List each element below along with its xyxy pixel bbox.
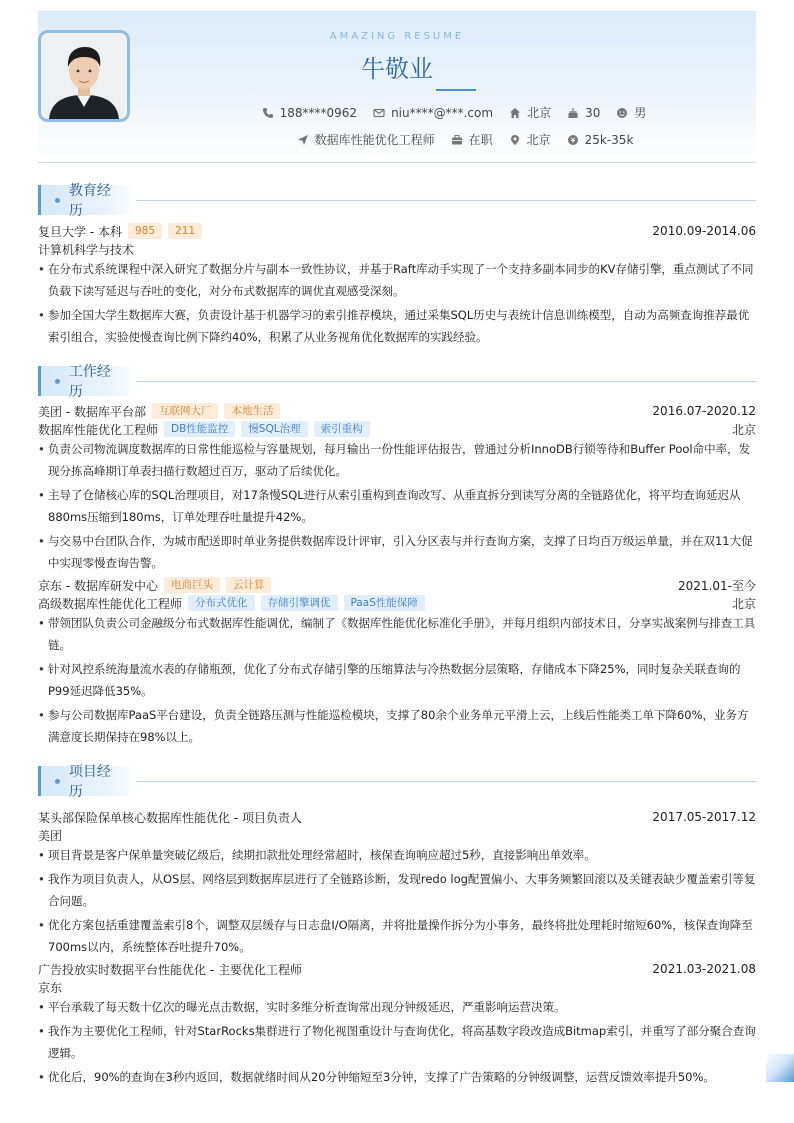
project-name: 广告投放实时数据平台性能优化 - 主要优化工程师 (38, 962, 302, 977)
section-divider (136, 381, 756, 382)
list-item: • 我作为主要优化工程师，针对StarRocks集群进行了物化视图重设计与查询优化，将高基数字段改造成Bitmap索引，并重写了部分聚合查询逻辑。 (38, 1020, 756, 1064)
list-item: • 主导了仓储核心库的SQL治理项目，对17条慢SQL进行从索引重构到查询改写、从垂直拆分到读写分离的全链路优化，将平均查询延迟从880ms压缩到180ms，订单处理吞吐量提升42%。 (38, 484, 756, 528)
work-entry (38, 576, 756, 748)
project-period: 2021.03-2021.08 (652, 962, 756, 976)
education-period: 2010.09-2014.06 (652, 224, 756, 238)
skill-tag: 分布式优化 (188, 595, 255, 611)
skill-tag: 索引重构 (314, 421, 370, 437)
entry-header (38, 402, 756, 420)
project-title (38, 764, 136, 800)
gender-icon (616, 107, 628, 119)
work-location: 北京 (731, 422, 756, 437)
work-title (38, 364, 136, 400)
project-name: 某头部保险保单核心数据库性能优化 - 项目负责人 (38, 810, 302, 825)
gender-text: 男 (634, 106, 647, 120)
resume-page (38, 11, 756, 1090)
list-item: • 参加全国大学生数据库大赛，负责设计基于机器学习的索引推荐模块，通过采集SQL历史与表统计信息训练模型，自动为高频查询推荐最优索引组合，实验使慢查询比例下降约40%，积累了从业务视角优化数据库的实践经验。 (38, 304, 756, 348)
section-divider (136, 781, 756, 782)
work-entry (38, 402, 756, 574)
company-tag: 云计算 (226, 577, 272, 593)
target-city-item (509, 131, 551, 148)
skill-tag: 存储引擎调优 (261, 595, 338, 611)
job-target-item (297, 131, 435, 148)
section-divider (136, 200, 756, 201)
education-bullets (38, 258, 756, 348)
city-item (509, 104, 551, 121)
mail-icon (373, 107, 385, 119)
project-section-header (38, 764, 756, 800)
location-icon (509, 134, 521, 146)
project-org: 京东 (38, 980, 63, 995)
email-text: niu****@***.com (391, 105, 494, 120)
list-item: • 我作为项目负责人，从OS层、网络层到数据库层进行了全链路诊断，发现redo log配置偏小、大事务频繁回滚以及关键表缺少覆盖索引等复合问题。 (38, 868, 756, 912)
work-bullets (38, 612, 756, 748)
company-tag: 电商巨头 (164, 577, 220, 593)
resume-header (38, 11, 756, 163)
work-bullets (38, 438, 756, 574)
skill-tag: PaaS性能保障 (344, 595, 425, 611)
section-dot (55, 198, 60, 203)
school-name: 复旦大学 - 本科 (38, 224, 122, 239)
school-tag: 211 (168, 223, 202, 239)
section-dot (55, 379, 60, 384)
list-item: • 负责公司物流调度数据库的日常性能巡检与容量规划，每月输出一份性能评估报告，曾通过分析InnoDB行锁等待和Buffer Pool命中率，发现分拣高峰期订单表扫描行数超过百万，驱动了后续优化。 (38, 438, 756, 482)
work-location: 北京 (731, 596, 756, 611)
city-text: 北京 (527, 106, 552, 120)
work-section-header (38, 364, 756, 400)
role-row (38, 594, 756, 612)
skill-tag: 慢SQL治理 (241, 421, 307, 437)
list-item: • 平台承载了每天数十亿次的曝光点击数据，实时多维分析查询常出现分钟级延迟，严重影响运营决策。 (38, 996, 756, 1018)
candidate-name: 牛敬业 (361, 55, 433, 83)
education-title-text: 教育经历 (68, 183, 111, 219)
salary-text: 25k-35k (584, 132, 634, 147)
list-item: • 参与公司数据库PaaS平台建设，负责全链路压测与性能巡检模块，支撑了80余个业务单元平滑上云，上线后性能类工单下降60%，业务方满意度长期保持在98%以上。 (38, 704, 756, 748)
list-item: • 优化后，90%的查询在3秒内返回，数据就绪时间从20分钟缩短至3分钟，支撑了广告策略的分钟级调整，运营反馈效率提升50%。 (38, 1066, 756, 1088)
job-intent-row (38, 131, 756, 148)
status-text: 在职 (468, 133, 493, 147)
list-item: • 与交易中台团队合作，为城市配送即时单业务提供数据库设计评审，引入分区表与并行查询方案，支撑了日均百万级运单量，并在双11大促中实现零慢查询告警。 (38, 530, 756, 574)
list-item: • 带领团队负责公司金融级分布式数据库性能调优，编制了《数据库性能优化标准化手册》，并每月组织内部技术日，分享实战案例与排查工具链。 (38, 612, 756, 656)
entry-header (38, 960, 756, 978)
project-org-row (38, 978, 756, 996)
entry-header (38, 808, 756, 826)
list-item: • 在分布式系统课程中深入研究了数据分片与副本一致性协议，并基于Raft库动手实现了一个支持多副本同步的KV存储引擎，重点测试了不同负载下读写延迟与吞吐的变化，对分布式数据库的调优直观感受深刻。 (38, 258, 756, 302)
project-period: 2017.05-2017.12 (652, 810, 756, 824)
skill-tag: DB性能监控 (164, 421, 235, 437)
project-bullets (38, 844, 756, 958)
project-bullets (38, 996, 756, 1088)
email-item (373, 106, 493, 120)
project-org-row (38, 826, 756, 844)
resume-eyebrow: AMAZING RESUME (329, 31, 465, 42)
contact-row (38, 104, 756, 121)
role-name: 数据库性能优化工程师 (38, 422, 159, 437)
money-icon (567, 134, 579, 146)
school-tag: 985 (128, 223, 162, 239)
cake-icon (567, 107, 579, 119)
company-tag: 本地生活 (224, 403, 280, 419)
project-title-text: 项目经历 (68, 764, 111, 800)
age-text: 30 (585, 105, 601, 120)
role-name: 高级数据库性能优化工程师 (38, 596, 183, 611)
list-item: • 针对风控系统海量流水表的存储瓶颈，优化了分布式存储引擎的压缩算法与冷热数据分层策略，存储成本下降25%，同时复杂关联查询的P99延迟降低35%。 (38, 658, 756, 702)
entry-header (38, 576, 756, 594)
briefcase-icon (451, 134, 463, 146)
education-entry (38, 222, 756, 348)
education-title (38, 183, 136, 219)
company-tag: 互联网大厂 (152, 403, 219, 419)
list-item: • 优化方案包括重建覆盖索引8个，调整双层缓存与日志盘I/O隔离，并将批量操作拆分为小事务，最终将批处理耗时缩短60%，核保查询降至700ms以内，系统整体吞吐提升70%。 (38, 914, 756, 958)
project-org: 美团 (38, 828, 63, 843)
company-name: 美团 - 数据库平台部 (38, 404, 146, 419)
job-target-text: 数据库性能优化工程师 (314, 133, 435, 147)
list-item: • 项目背景是客户保单量突破亿级后，续期扣款批处理经常超时，核保查询响应超过5秒，直接影响出单效率。 (38, 844, 756, 866)
work-title-text: 工作经历 (68, 364, 111, 400)
side-tab-handle[interactable] (766, 1054, 794, 1082)
project-entry (38, 960, 756, 1088)
project-entry (38, 808, 756, 958)
work-period: 2021.01-至今 (678, 578, 756, 593)
section-dot (55, 779, 60, 784)
target-city-text: 北京 (526, 133, 551, 147)
company-name: 京东 - 数据库研发中心 (38, 578, 158, 593)
major-name: 计算机科学与技术 (38, 242, 135, 257)
phone-text: 188****0962 (279, 105, 358, 120)
status-item (451, 131, 493, 148)
gender-item (616, 104, 646, 121)
phone-item (262, 106, 357, 120)
name-underline (436, 89, 476, 91)
role-row (38, 420, 756, 438)
salary-item (567, 133, 634, 147)
entry-header (38, 222, 756, 240)
major-row (38, 240, 756, 258)
education-section-header (38, 183, 756, 219)
phone-icon (262, 107, 274, 119)
home-icon (509, 107, 521, 119)
send-icon (297, 134, 309, 146)
work-period: 2016.07-2020.12 (652, 404, 756, 418)
age-item (567, 106, 600, 120)
